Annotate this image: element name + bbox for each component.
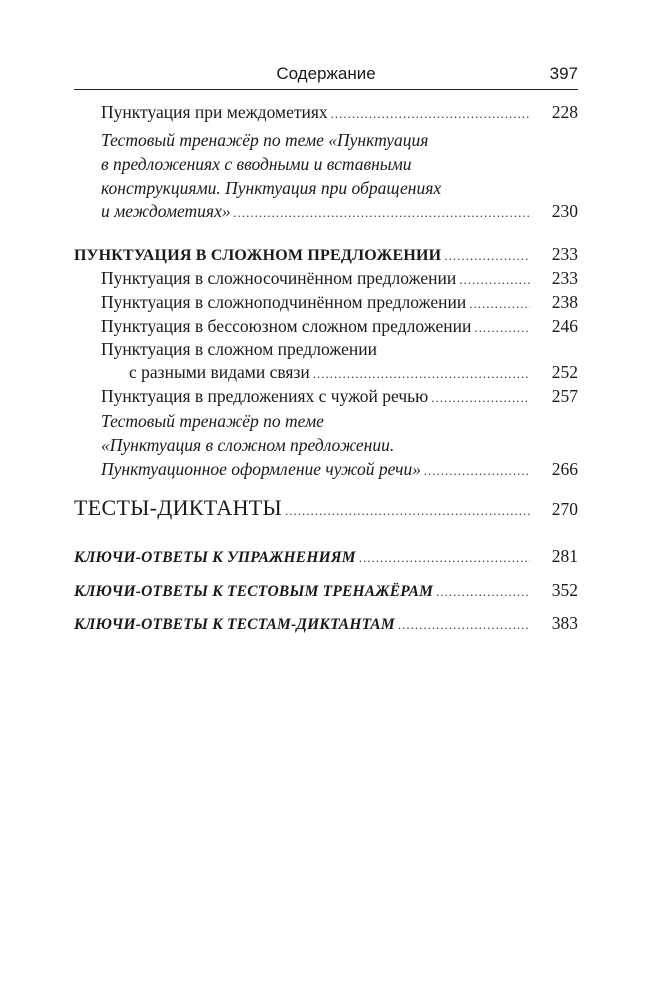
toc-entry[interactable] bbox=[101, 266, 578, 292]
toc-entry-page: 383 bbox=[551, 613, 578, 633]
toc-entry-page: 238 bbox=[551, 292, 578, 312]
toc-entry-page: 252 bbox=[551, 362, 578, 382]
toc-leader-dots bbox=[331, 102, 530, 126]
toc-entry-line: Тестовый тренажёр по теме «Пунктуация bbox=[101, 130, 429, 150]
toc-section-heading[interactable] bbox=[74, 578, 578, 604]
toc-entry[interactable] bbox=[101, 384, 578, 410]
toc-entry[interactable] bbox=[101, 457, 578, 483]
toc-entry-page: 270 bbox=[551, 499, 578, 519]
running-header bbox=[74, 64, 578, 90]
header-page-number: 397 bbox=[549, 64, 578, 83]
toc-leader-dots bbox=[436, 580, 530, 604]
toc-entry-title: Пунктуация в предложениях с чужой речью bbox=[101, 386, 429, 406]
toc-section-heading[interactable] bbox=[74, 544, 578, 570]
toc-entry-title: с разными видами связи bbox=[129, 362, 310, 382]
toc-entry-title: КЛЮЧИ-ОТВЕТЫ К УПРАЖНЕНИЯМ bbox=[74, 549, 356, 566]
toc-leader-dots bbox=[285, 499, 530, 523]
toc-entry-title: Пунктуация при междометиях bbox=[101, 102, 328, 122]
toc-leader-dots bbox=[431, 386, 530, 410]
toc-leader-dots bbox=[444, 244, 530, 268]
toc-entry-page: 246 bbox=[551, 316, 578, 336]
toc-section-heading[interactable] bbox=[74, 611, 578, 637]
toc-entry[interactable] bbox=[129, 360, 578, 386]
toc-entry-page: 281 bbox=[551, 546, 578, 566]
toc-entry-page: 352 bbox=[551, 580, 578, 600]
toc-entry[interactable] bbox=[101, 100, 578, 126]
toc-leader-dots bbox=[313, 362, 530, 386]
toc-entry-page: 233 bbox=[551, 244, 578, 264]
toc-leader-dots bbox=[469, 292, 530, 316]
toc-entry-line: в предложениях с вводными и вставными bbox=[101, 154, 412, 174]
toc-entry-title: КЛЮЧИ-ОТВЕТЫ К ТЕСТАМ-ДИКТАНТАМ bbox=[74, 616, 395, 633]
toc-entry-line: «Пунктуация в сложном предложении. bbox=[101, 435, 395, 455]
toc-entry-line: Пунктуация в сложном предложении bbox=[101, 339, 377, 359]
toc-entry[interactable] bbox=[101, 290, 578, 316]
toc-entry-line: конструкциями. Пунктуация при обращениях bbox=[101, 178, 442, 198]
toc-entry-title: Пунктуация в сложносочинённом предложении bbox=[101, 268, 457, 288]
toc-entry-page: 233 bbox=[551, 268, 578, 288]
toc-entry-page: 257 bbox=[551, 386, 578, 406]
toc-entry[interactable] bbox=[101, 199, 578, 225]
toc-leader-dots bbox=[398, 613, 530, 637]
toc-entry-page: 230 bbox=[551, 201, 578, 221]
header-title: Содержание bbox=[276, 64, 376, 83]
toc-leader-dots bbox=[459, 268, 530, 292]
toc-section-heading[interactable] bbox=[74, 242, 578, 268]
toc-entry-title: и междометиях» bbox=[101, 201, 231, 221]
toc-leader-dots bbox=[474, 316, 530, 340]
toc-entry-title: Пунктуационное оформление чужой речи» bbox=[101, 459, 421, 479]
toc-entry-title: КЛЮЧИ-ОТВЕТЫ К ТЕСТОВЫМ ТРЕНАЖЁРАМ bbox=[74, 583, 434, 600]
toc-entry-page: 266 bbox=[551, 459, 578, 479]
toc-entry-title: Пунктуация в бессоюзном сложном предложении bbox=[101, 316, 472, 336]
toc-leader-dots bbox=[234, 201, 530, 225]
toc-leader-dots bbox=[359, 546, 530, 570]
toc-entry-title: ПУНКТУАЦИЯ В СЛОЖНОМ ПРЕДЛОЖЕНИИ bbox=[74, 247, 442, 264]
toc-entry-title: ТЕСТЫ-ДИКТАНТЫ bbox=[74, 495, 283, 520]
toc-entry-page: 228 bbox=[551, 102, 578, 122]
toc-entry-line: Тестовый тренажёр по теме bbox=[101, 411, 324, 431]
toc-entry-title: Пунктуация в сложноподчинённом предложении bbox=[101, 292, 467, 312]
toc-section-heading[interactable] bbox=[74, 496, 578, 523]
toc-leader-dots bbox=[424, 459, 530, 483]
